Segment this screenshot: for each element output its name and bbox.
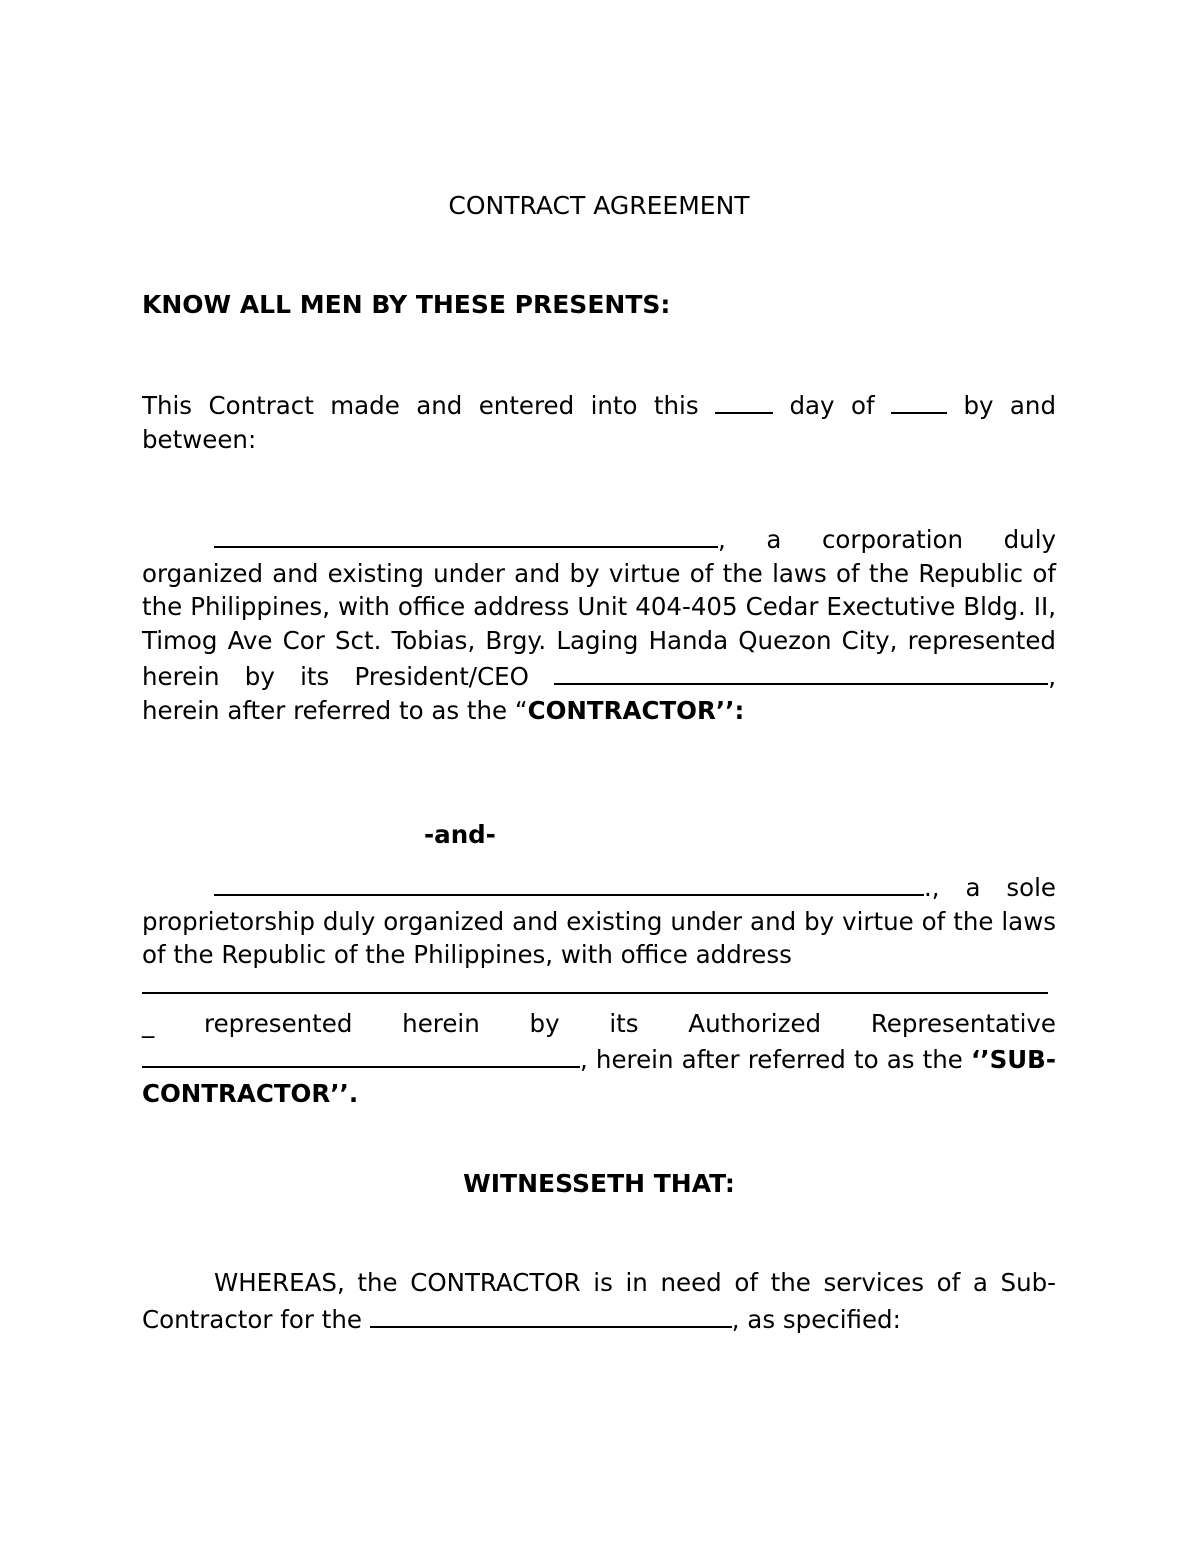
intro-text-1: This Contract made and entered into this [142,391,699,420]
subcontractor-address-blank[interactable] [142,972,1048,994]
whereas-paragraph [142,1266,1056,1336]
whereas-text-2: , as specified: [731,1304,901,1334]
month-blank[interactable] [891,386,947,414]
day-blank[interactable] [715,386,773,414]
subcontractor-paragraph [142,868,1056,1110]
project-blank[interactable] [370,1300,732,1328]
document-page [142,0,1056,1553]
intro-text-3: by and between: [142,391,1056,454]
subcontractor-representative-blank[interactable] [142,1040,580,1068]
contractor-label: CONTRACTOR’’: [527,695,745,725]
intro-text-2: day of [789,391,875,420]
subcontractor-text-2: _ represented herein by its Authorized Representative [142,1008,1056,1038]
contractor-text-1: , a corporation duly organized and existing under and by virtue of the laws of the Republic of the Philippines, with office address Unit 404-405 Cedar Exectutive Bldg. II, Timog Ave Cor Sct. Tobias, Brgy. Laging Handa Quezon City, represented herein by its President/CEO [142,525,1056,691]
preamble-heading: KNOW ALL MEN BY THESE PRESENTS: [142,290,671,319]
contractor-paragraph [142,520,1056,727]
subcontractor-label: ‘’SUB-CONTRACTOR’’. [142,1045,1056,1108]
whereas-text-1: WHEREAS, the CONTRACTOR is in need of the services of a Sub-Contractor for the [142,1268,1056,1334]
subcontractor-text-3: , herein after referred to as the [580,1045,963,1074]
witnesseth-heading: WITNESSETH THAT: [463,1169,735,1198]
subcontractor-text-1: ., a sole proprietorship duly organized and existing under and by virtue of the laws of the Republic of the Philippines, with office address [142,873,1056,969]
subcontractor-name-blank[interactable] [214,868,924,896]
contractor-text-2: , herein after referred to as the “ [142,662,1056,725]
and-separator: -and- [424,820,496,849]
intro-paragraph [142,386,1056,456]
document-title: CONTRACT AGREEMENT [448,191,750,220]
contractor-name-blank[interactable] [214,520,718,548]
contractor-president-blank[interactable] [554,657,1048,685]
